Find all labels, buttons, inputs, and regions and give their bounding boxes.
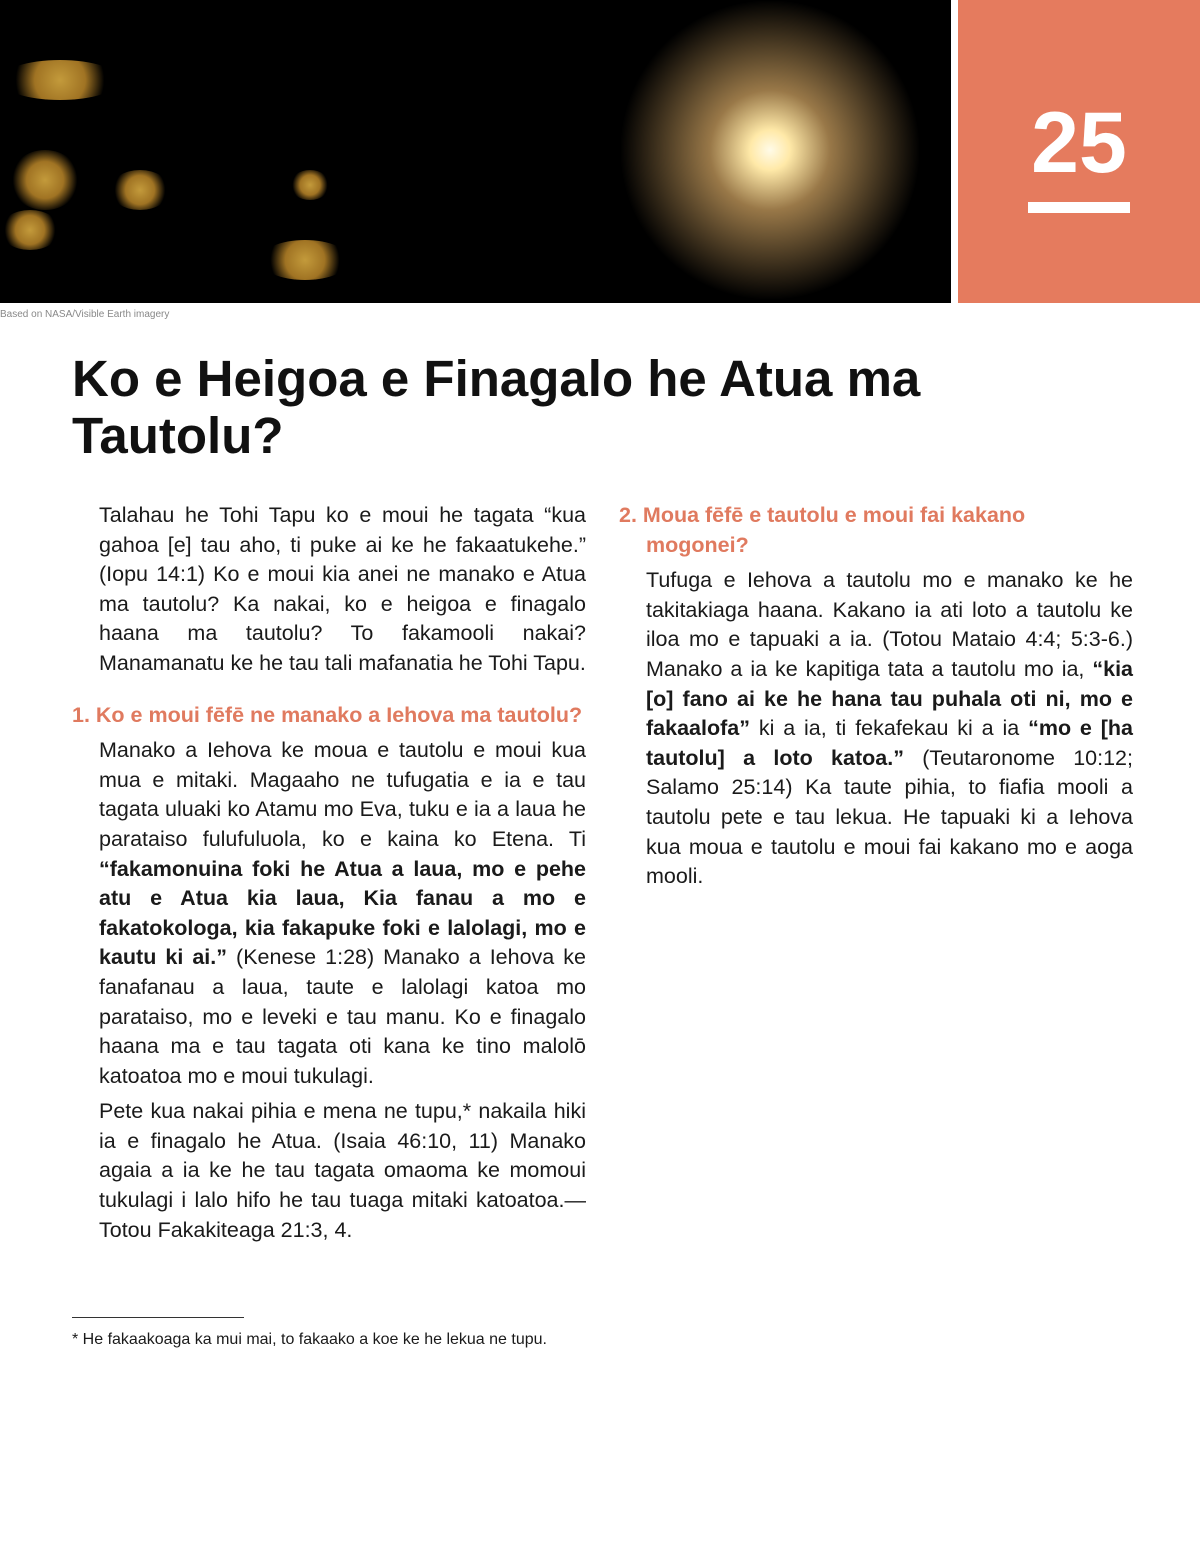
right-column — [619, 501, 1133, 898]
scripture-quote: “fakamonuina foki he Atua a laua, mo e pehe atu e Atua kia laua, Kia fanau a mo e fakatokologa, kia fakapuke foki e lalolagi, mo e kautu ki ai.” — [99, 856, 586, 970]
text-run: (Kenese 1:28) Manako a Iehova ke fanafanau a laua, taute e lalolagi katoa mo parataiso, mo e leveki e tau manu. Ko e finagalo haana ma e tau tagata oti kana ke tino malolō katoatoa mo e moui tukulagi. — [99, 945, 586, 1088]
section-1-paragraph-2 — [72, 1097, 586, 1245]
lesson-number: 25 — [1031, 95, 1127, 191]
scripture-quote: “mo e [ha tautolu] a loto katoa.” — [646, 716, 1133, 770]
text-run: Manako a Iehova ke moua e tautolu e moui kua mua e mitaki. Magaaho ne tufugatia e ia e tau tagata uluaki ko Atamu mo Eva, tuku e ia a laua he parataiso fulufuluola, ko e kaina ko Etena. Ti — [99, 738, 586, 851]
footnote-divider — [72, 1317, 244, 1318]
image-credit: Based on NASA/Visible Earth imagery — [0, 309, 170, 320]
question-1: 1. Ko e moui fēfē ne manako a Iehova ma tautolu? — [72, 702, 583, 727]
left-column — [72, 501, 586, 1251]
text-run: Tufuga e Iehova a tautolu mo e manako ke he takitakiaga haana. Kakano ia ati loto a tautolu ke iloa mo e tapuaki a ia. (Totou Mataio 4:4; 5:​3-6.) Manako a ia ke kapitiga tata a tautolu mo ia, — [646, 568, 1133, 681]
section-1-paragraph-1 — [72, 736, 586, 1091]
text-run: (Teutaronome 10:12; Salamo 25:14) Ka taute pihia, to fiafia mooli a tautolu pete e tau lekua. He tapuaki ki a Iehova kua moua e tautolu e moui fai kakano mo e aoga mooli. — [646, 745, 1133, 889]
page-title: Ko e Heigoa e Finagalo he Atua ma Tautolu? — [72, 350, 921, 464]
intro-paragraph — [72, 501, 586, 679]
scripture-quote: “kia [o] fano ai ke he hana tau puhala oti ni, mo e fakaalofa” — [646, 656, 1133, 741]
footnote: * He fakaakoaga ka mui mai, to fakaako a koe ke he lekua ne tupu. — [72, 1331, 547, 1348]
earth-sunrise-image — [0, 0, 951, 303]
question-2: 2. Moua fēfē e tautolu e moui fai kakano mogonei? — [619, 503, 1026, 557]
lesson-number-badge — [958, 0, 1200, 303]
text-run: ki a ia, ti fekafekau ki a ia — [749, 716, 1029, 741]
text-run: Pete kua nakai pihia e mena ne tupu,* nakaila hiki ia e finagalo he Atua. (Isaia 46:10, 11) Manako agaia a ia ke he tau tagata omaoma ke momoui tukulagi i lalo hifo he tau tuaga mitaki katoatoa.—Totou Fakakiteaga 21:3, 4. — [99, 1099, 586, 1242]
text-run: Talahau he Tohi Tapu ko e moui he tagata “kua gahoa [e] tau aho, ti puke ai ke he fakaatukehe.” (Iopu 14:1) Ko e moui kia anei ne manako e Atua ma tautolu? Ka nakai, ko e heigoa e finagalo haana ma tautolu? To fakamooli nakai? Manamanatu ke he tau tali mafanatia he Tohi Tapu. — [99, 503, 586, 675]
section-2-paragraph-1 — [619, 566, 1133, 892]
badge-underline — [1028, 202, 1130, 213]
